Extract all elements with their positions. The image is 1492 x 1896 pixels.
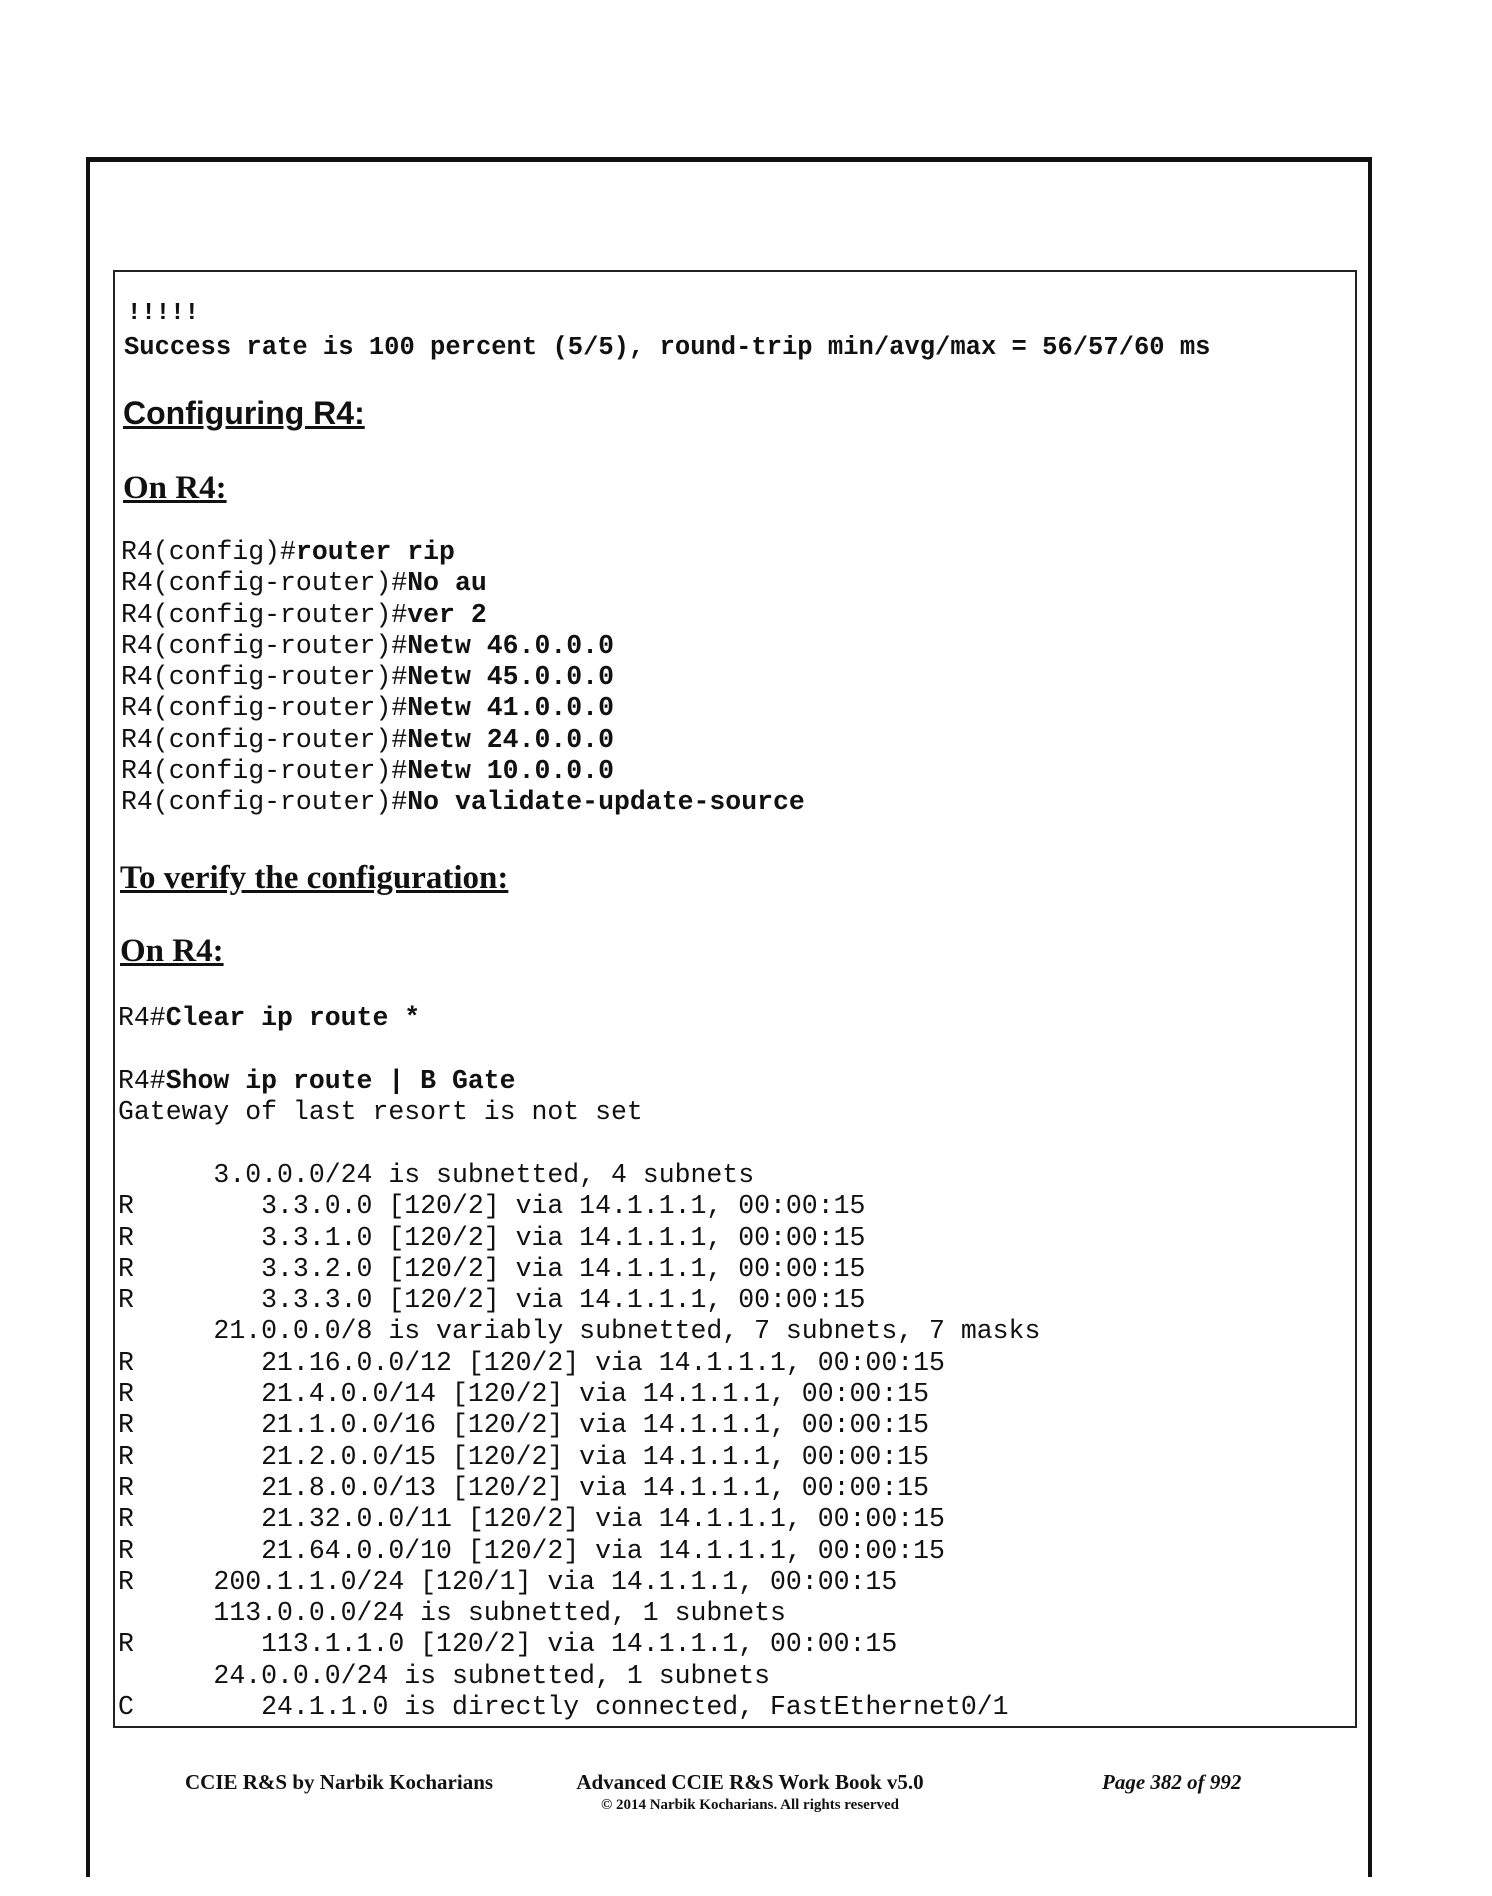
gateway-line: Gateway of last resort is not set bbox=[118, 1097, 643, 1127]
heading-on-r4-config: On R4: bbox=[123, 470, 227, 506]
config-line bbox=[121, 756, 805, 787]
config-command: Netw 45.0.0.0 bbox=[407, 662, 614, 693]
footer-page-number: Page 382 of 992 bbox=[1102, 1770, 1242, 1794]
route-line: 113.0.0.0/24 is subnetted, 1 subnets bbox=[118, 1598, 786, 1629]
config-prompt: R4(config)# bbox=[121, 537, 296, 567]
config-command: ver 2 bbox=[407, 599, 487, 630]
show-command-line bbox=[118, 1066, 516, 1097]
config-block bbox=[121, 537, 805, 819]
route-line: R 21.1.0.0/16 [120/2] via 14.1.1.1, 00:00:15 bbox=[118, 1410, 930, 1441]
config-command: No validate-update-source bbox=[407, 787, 805, 818]
config-command: Netw 24.0.0.0 bbox=[407, 724, 614, 755]
route-line: R 3.3.2.0 [120/2] via 14.1.1.1, 00:00:15 bbox=[118, 1253, 866, 1284]
show-prompt: R4# bbox=[118, 1066, 166, 1096]
footer-book bbox=[520, 1770, 980, 1814]
config-line bbox=[121, 787, 805, 818]
clear-prompt: R4# bbox=[118, 1003, 166, 1033]
config-line bbox=[121, 631, 805, 662]
config-line bbox=[121, 600, 805, 631]
config-prompt: R4(config-router)# bbox=[121, 756, 408, 787]
route-table-output bbox=[118, 1160, 1040, 1723]
config-prompt: R4(config-router)# bbox=[121, 724, 408, 755]
show-command: Show ip route | B Gate bbox=[165, 1066, 516, 1096]
route-line: R 200.1.1.0/24 [120/1] via 14.1.1.1, 00:00:15 bbox=[118, 1566, 898, 1597]
footer-author: CCIE R&S by Narbik Kocharians bbox=[185, 1770, 494, 1794]
heading-on-r4-verify: On R4: bbox=[120, 933, 224, 969]
config-line bbox=[121, 693, 805, 724]
footer-book-title: Advanced CCIE R&S Work Book v5.0 bbox=[576, 1770, 924, 1794]
heading-verify: To verify the configuration: bbox=[120, 860, 509, 896]
route-line: R 3.3.0.0 [120/2] via 14.1.1.1, 00:00:15 bbox=[118, 1191, 866, 1222]
route-line: R 113.1.1.0 [120/2] via 14.1.1.1, 00:00:15 bbox=[118, 1629, 898, 1660]
route-line: 21.0.0.0/8 is variably subnetted, 7 subnets, 7 masks bbox=[118, 1316, 1041, 1347]
route-line: R 21.64.0.0/10 [120/2] via 14.1.1.1, 00:00:15 bbox=[118, 1535, 945, 1566]
route-line: R 3.3.3.0 [120/2] via 14.1.1.1, 00:00:15 bbox=[118, 1285, 866, 1316]
clear-command: Clear ip route * bbox=[165, 1003, 421, 1033]
route-line: R 21.8.0.0/13 [120/2] via 14.1.1.1, 00:00:15 bbox=[118, 1472, 930, 1503]
config-prompt: R4(config-router)# bbox=[121, 568, 408, 599]
route-line: R 3.3.1.0 [120/2] via 14.1.1.1, 00:00:15 bbox=[118, 1222, 866, 1253]
route-line: R 21.16.0.0/12 [120/2] via 14.1.1.1, 00:00:15 bbox=[118, 1347, 945, 1378]
config-line bbox=[121, 537, 805, 568]
route-line: R 21.4.0.0/14 [120/2] via 14.1.1.1, 00:00:15 bbox=[118, 1379, 930, 1410]
config-command: Netw 41.0.0.0 bbox=[407, 693, 614, 724]
clear-command-line bbox=[118, 1003, 420, 1034]
route-line: C 24.1.1.0 is directly connected, FastEthernet0/1 bbox=[118, 1692, 1009, 1723]
config-command: router rip bbox=[295, 537, 455, 567]
config-prompt: R4(config-router)# bbox=[121, 599, 408, 630]
config-prompt: R4(config-router)# bbox=[121, 787, 408, 818]
ping-success-line: Success rate is 100 percent (5/5), round-trip min/avg/max = 56/57/60 ms bbox=[124, 333, 1211, 362]
config-prompt: R4(config-router)# bbox=[121, 630, 408, 661]
config-prompt: R4(config-router)# bbox=[121, 693, 408, 724]
config-prompt: R4(config-router)# bbox=[121, 662, 408, 693]
route-line: R 21.32.0.0/11 [120/2] via 14.1.1.1, 00:00:15 bbox=[118, 1504, 945, 1535]
config-line bbox=[121, 725, 805, 756]
config-command: Netw 10.0.0.0 bbox=[407, 756, 614, 787]
route-line: 24.0.0.0/24 is subnetted, 1 subnets bbox=[118, 1660, 771, 1691]
heading-configuring-r4: Configuring R4: bbox=[123, 395, 365, 431]
config-line bbox=[121, 568, 805, 599]
footer-copyright: © 2014 Narbik Kocharians. All rights reserved bbox=[600, 1797, 899, 1813]
route-line: R 21.2.0.0/15 [120/2] via 14.1.1.1, 00:00:15 bbox=[118, 1441, 930, 1472]
config-command: No au bbox=[407, 568, 487, 599]
config-line bbox=[121, 662, 805, 693]
config-command: Netw 46.0.0.0 bbox=[407, 630, 614, 661]
ping-bangs: !!!!! bbox=[127, 300, 200, 327]
route-line: 3.0.0.0/24 is subnetted, 4 subnets bbox=[118, 1160, 755, 1190]
